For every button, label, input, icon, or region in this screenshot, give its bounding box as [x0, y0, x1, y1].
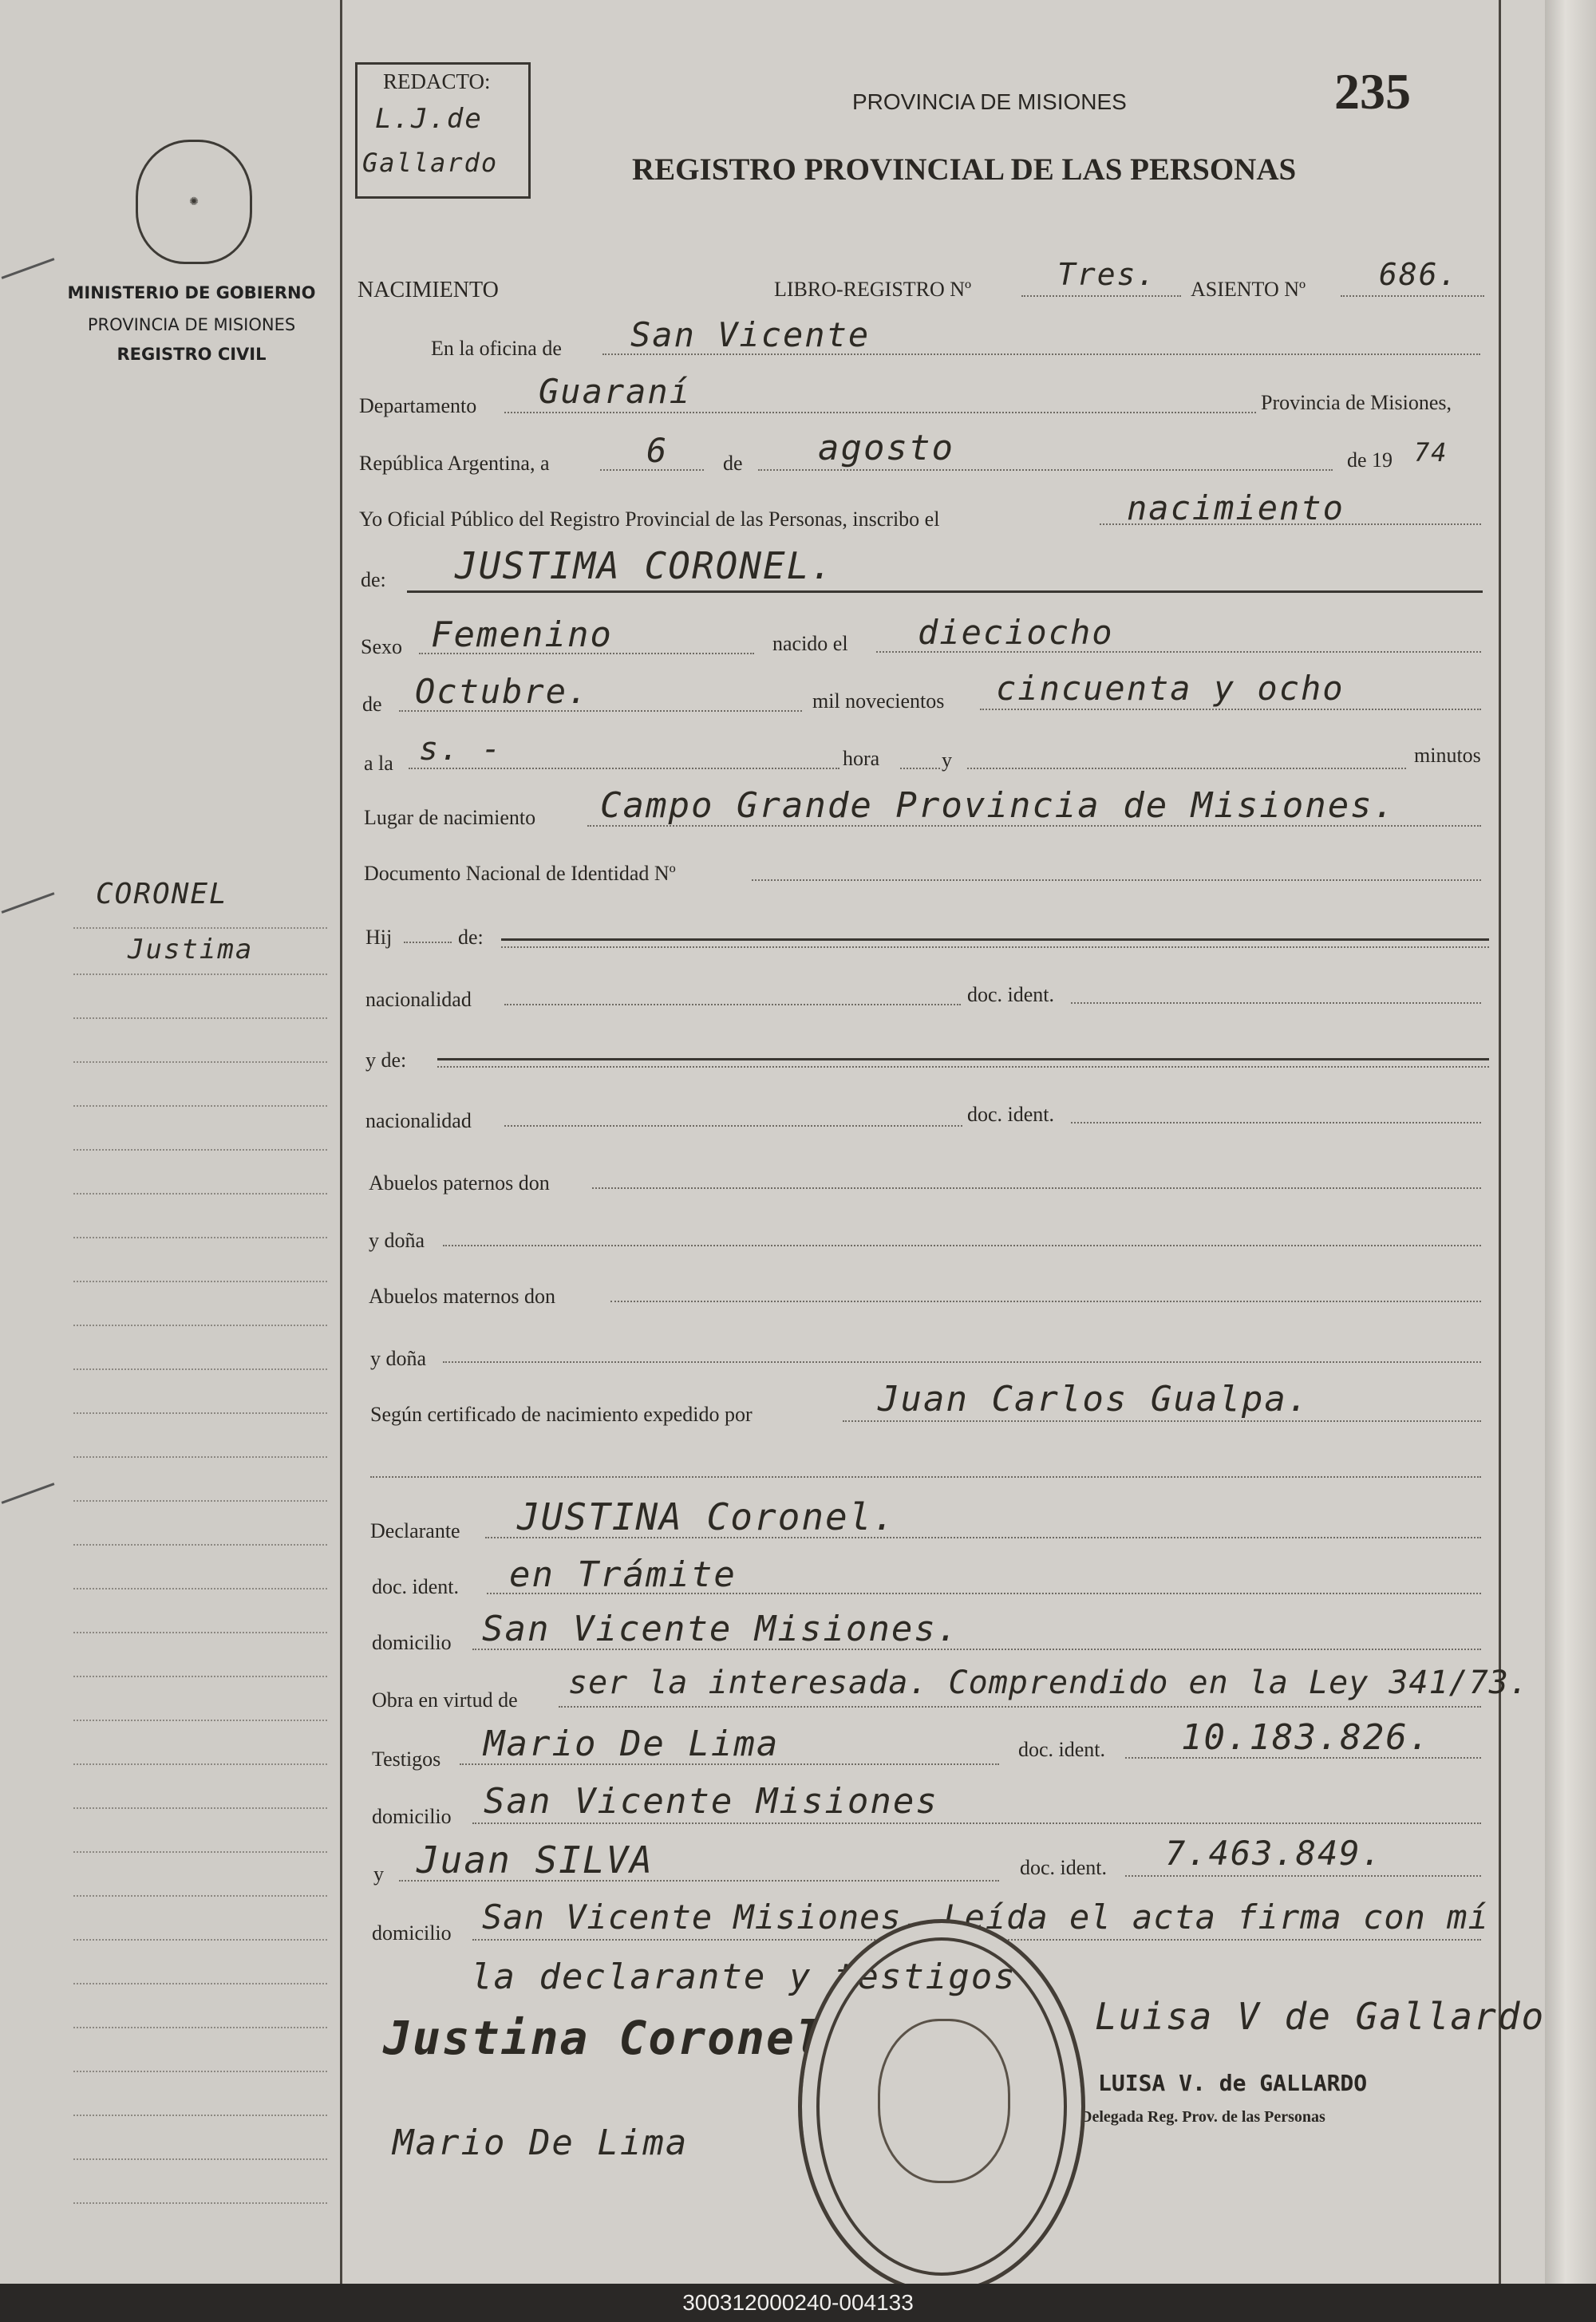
departamento-value: Guaraní: [539, 372, 692, 411]
testigos-value: Mario De Lima: [484, 1724, 780, 1764]
ydona1-label: y doña: [369, 1229, 425, 1252]
lugar-value: Campo Grande Provincia de Misiones.: [600, 785, 1396, 826]
yde-solid-line: [437, 1058, 1489, 1060]
margin-rule: [73, 1807, 327, 1809]
hora-line: [900, 768, 940, 769]
docident1-line: [1071, 1002, 1481, 1004]
margin-rule: [73, 1720, 327, 1721]
margin-rule: [73, 1676, 327, 1677]
margin-note-surname: CORONEL: [96, 878, 228, 910]
docident5-value: 7.463.849.: [1165, 1834, 1383, 1873]
signature-official: Luisa V de Gallardo: [1095, 1995, 1546, 2038]
docident3-label: doc. ident.: [372, 1575, 460, 1598]
libro-value: Tres.: [1057, 257, 1157, 292]
margin-rule: [73, 1281, 327, 1282]
margin-rule: [73, 1105, 327, 1107]
mil-label: mil novecientos: [812, 689, 945, 713]
de-mes-label: de: [362, 693, 382, 716]
margin-rule: [73, 1456, 327, 1458]
redacto-label: REDACTO:: [383, 69, 491, 93]
nacido-label: nacido el: [772, 632, 848, 655]
registry-title: REGISTRO PROVINCIAL DE LAS PERSONAS: [632, 152, 1297, 187]
y-testigo-label: y: [373, 1862, 384, 1886]
abuelos-pat-line: [592, 1187, 1481, 1189]
margin-rule: [73, 973, 327, 975]
registry-seal-icon: ✺: [136, 140, 252, 264]
margin-rule: [73, 2071, 327, 2072]
segun-label: Según certificado de nacimiento expedido por: [370, 1403, 753, 1426]
mil-line: [980, 709, 1481, 710]
declarante-label: Declarante: [370, 1519, 460, 1542]
province-heading: PROVINCIA DE MISIONES: [852, 89, 1127, 114]
ydona2-label: y doña: [370, 1347, 427, 1370]
signature-witness: Mario De Lima: [393, 2123, 689, 2163]
hora-label: hora: [843, 747, 880, 770]
segun-value: Juan Carlos Gualpa.: [878, 1379, 1310, 1420]
margin-rule: [73, 1544, 327, 1546]
dia-value: 6: [646, 431, 669, 470]
margin-rule: [73, 2202, 327, 2204]
margin-rule: [73, 1588, 327, 1589]
margin-rule: [73, 1193, 327, 1195]
segun-line: [843, 1420, 1481, 1422]
docident4-label: doc. ident.: [1018, 1738, 1106, 1761]
docident2-line: [1071, 1122, 1481, 1123]
obra-value: ser la interesada. Comprendido en la Ley 341/73.: [568, 1664, 1529, 1701]
docident4-value: 10.183.826.: [1181, 1717, 1432, 1758]
nac2-label: nacionalidad: [365, 1109, 472, 1132]
domicilio2-line: [472, 1822, 1481, 1824]
margin-rule: [73, 1149, 327, 1151]
anio-label: de 19: [1347, 448, 1393, 472]
margin-rule: [73, 1500, 327, 1502]
declarante-note: la declarante y testigos: [471, 1957, 1017, 1997]
official-title: Delegada Reg. Prov. de las Personas: [1080, 2108, 1325, 2126]
y-label: y: [942, 748, 952, 772]
nac1-line: [504, 1004, 961, 1005]
de-persona-label: de:: [361, 568, 386, 591]
margin-rule: [73, 1325, 327, 1326]
departamento-line: [504, 412, 1256, 413]
ministry-line-1: MINISTERIO DE GOBIERNO: [67, 283, 316, 302]
departamento-label: Departamento: [359, 394, 477, 417]
margin-rule: [73, 1632, 327, 1633]
sexo-value: Femenino: [431, 614, 613, 655]
right-border: [1499, 0, 1501, 2284]
nacido-value: dieciocho: [918, 613, 1114, 652]
hij-line: [404, 942, 452, 943]
docident1-label: doc. ident.: [967, 983, 1055, 1006]
asiento-value: 686.: [1379, 257, 1459, 292]
hij-de-label: de:: [458, 926, 484, 949]
persona-line: [407, 590, 1483, 593]
sexo-label: Sexo: [361, 635, 402, 658]
abuelos-mat-line: [610, 1301, 1481, 1302]
anio-value: 74: [1414, 437, 1448, 468]
redacto-name-2: Gallardo: [362, 148, 499, 178]
margin-rule: [73, 1061, 327, 1063]
margin-rule: [73, 1412, 327, 1414]
margin-rule: [73, 1939, 327, 1941]
ministry-line-3: REGISTRO CIVIL: [117, 345, 267, 364]
yo-oficial-value: nacimiento: [1127, 488, 1345, 527]
declarante-value: JUSTINA Coronel.: [517, 1495, 897, 1538]
domicilio2-value: San Vicente Misiones: [484, 1781, 938, 1822]
obra-label: Obra en virtud de: [372, 1688, 518, 1712]
hij-solid-line: [501, 938, 1489, 941]
margin-rule: [73, 1763, 327, 1765]
margin-note-name: Justima: [128, 934, 254, 966]
yo-oficial-label: Yo Oficial Público del Registro Provincial de las Personas, inscribo el: [359, 507, 940, 531]
segun-line-2: [370, 1476, 1481, 1478]
ydona1-line: [443, 1245, 1481, 1246]
margin-rule: [73, 1983, 327, 1984]
testigos-label: Testigos: [372, 1747, 441, 1771]
minutos-label: minutos: [1414, 744, 1481, 767]
ala-line: [409, 768, 839, 769]
docident3-value: en Trámite: [509, 1554, 737, 1595]
docident2-label: doc. ident.: [967, 1103, 1055, 1126]
domicilio1-value: San Vicente Misiones.: [482, 1609, 960, 1649]
oficina-label: En la oficina de: [431, 337, 562, 360]
abuelos-pat-label: Abuelos paternos don: [369, 1171, 550, 1195]
margin-rule: [73, 1017, 327, 1019]
margin-rule: [73, 1368, 327, 1370]
obra-line: [559, 1706, 1481, 1708]
stamp-crest-icon: [878, 2019, 1010, 2183]
page-number: 235: [1334, 63, 1411, 120]
nac1-label: nacionalidad: [365, 988, 472, 1011]
domicilio1-label: domicilio: [372, 1631, 452, 1654]
yde-label: y de:: [365, 1048, 407, 1072]
dni-line: [752, 879, 1481, 881]
ala-label: a la: [364, 752, 393, 775]
nacimiento-label: NACIMIENTO: [358, 278, 499, 302]
redacto-box: [355, 62, 531, 199]
margin-rule: [73, 1851, 327, 1853]
abuelos-mat-label: Abuelos maternos don: [369, 1285, 555, 1308]
oficina-value: San Vicente: [630, 315, 871, 354]
margin-rule: [73, 2115, 327, 2116]
ydona2-line: [443, 1361, 1481, 1363]
docident5-label: doc. ident.: [1020, 1856, 1108, 1879]
libro-label: LIBRO-REGISTRO Nº: [774, 278, 972, 301]
mes-line: [758, 469, 1333, 471]
asiento-label: ASIENTO Nº: [1191, 278, 1306, 301]
domicilio2-label: domicilio: [372, 1805, 452, 1828]
provincia-label: Provincia de Misiones,: [1261, 391, 1452, 414]
ala-value: s. -: [419, 731, 503, 768]
mes-value: agosto: [818, 428, 954, 468]
lugar-label: Lugar de nacimiento: [364, 806, 536, 829]
de-label: de: [723, 452, 743, 475]
hij-label: Hij: [365, 926, 393, 949]
de-mes-value: Octubre.: [415, 672, 590, 711]
docident5-line: [1125, 1875, 1481, 1877]
ministry-line-2: PROVINCIA DE MISIONES: [87, 315, 296, 334]
redacto-name-1: L.J.de: [375, 103, 483, 135]
book-edge: [1545, 0, 1596, 2284]
margin-rule: [73, 1895, 327, 1897]
official-stamp-icon: [798, 1919, 1085, 2284]
asiento-line: [1341, 295, 1484, 297]
dni-label: Documento Nacional de Identidad Nº: [364, 862, 676, 885]
margin-rule: [73, 927, 327, 929]
footer-code: 300312000240-004133: [0, 2284, 1596, 2322]
libro-line: [1021, 295, 1181, 297]
margin-rule: [73, 2158, 327, 2160]
minutos-line: [967, 768, 1406, 769]
domicilio3-label: domicilio: [372, 1921, 452, 1945]
republica-label: República Argentina, a: [359, 452, 550, 475]
mil-value: cincuenta y ocho: [996, 669, 1345, 708]
persona-value: JUSTIMA CORONEL.: [455, 544, 835, 587]
signature-declarante: Justina Coronel: [383, 2011, 825, 2065]
hij-dot-line: [501, 946, 1489, 948]
domicilio3-value: San Vicente Misiones. Leída el acta firma con mí: [482, 1897, 1489, 1937]
margin-rule: [73, 2027, 327, 2028]
nac2-line: [504, 1125, 962, 1127]
y-testigo-value: Juan SILVA: [417, 1838, 654, 1882]
margin-rule: [73, 1237, 327, 1238]
official-name: LUISA V. de GALLARDO: [1098, 2070, 1368, 2096]
margin-divider: [340, 0, 342, 2284]
left-margin: [0, 0, 340, 2284]
yde-dot-line: [437, 1066, 1489, 1068]
